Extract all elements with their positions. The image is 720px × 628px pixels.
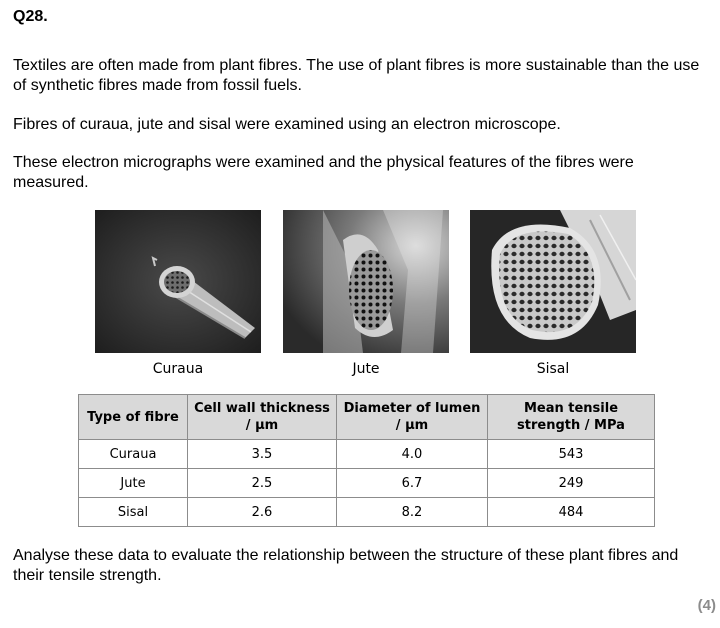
fibre-data-table	[78, 394, 655, 527]
table-row	[79, 498, 655, 527]
intro-paragraph: Textiles are often made from plant fibres. The use of plant fibres is more sustainable than the use of synthetic fibres made from fossil fuels.	[13, 57, 700, 94]
table-header-row	[79, 395, 655, 440]
caption-sisal: Sisal	[536, 361, 570, 377]
method-paragraph: Fibres of curaua, jute and sisal were examined using an electron microscope.	[13, 116, 561, 133]
cell-strength: 249	[488, 469, 655, 498]
cell-type: Sisal	[79, 498, 188, 527]
caption-curaua: Curaua	[152, 361, 204, 377]
sisal-micrograph	[470, 210, 636, 353]
micrograph-figures	[0, 210, 720, 380]
header-type: Type of fibre	[79, 395, 188, 440]
curaua-micrograph	[95, 210, 261, 353]
cell-wall: 2.5	[188, 469, 337, 498]
header-lumen: Diameter of lumen / μm	[337, 395, 488, 440]
header-tensile: Mean tensile strength / MPa	[488, 395, 655, 440]
measurement-paragraph: These electron micrographs were examined and the physical features of the fibres were measured.	[13, 154, 634, 191]
cell-type: Curaua	[79, 440, 188, 469]
cell-wall: 3.5	[188, 440, 337, 469]
question-number: Q28.	[13, 8, 48, 25]
cell-lumen: 8.2	[337, 498, 488, 527]
cell-lumen: 4.0	[337, 440, 488, 469]
cell-strength: 543	[488, 440, 655, 469]
jute-micrograph	[283, 210, 449, 353]
cell-lumen: 6.7	[337, 469, 488, 498]
header-cell-wall: Cell wall thickness / μm	[188, 395, 337, 440]
table-row	[79, 440, 655, 469]
cell-wall: 2.6	[188, 498, 337, 527]
task-paragraph: Analyse these data to evaluate the relationship between the structure of these plant fibres and their tensile strength.	[13, 547, 679, 584]
caption-jute: Jute	[352, 361, 380, 377]
table-row	[79, 469, 655, 498]
cell-strength: 484	[488, 498, 655, 527]
cell-type: Jute	[79, 469, 188, 498]
marks-indicator: (4)	[697, 597, 716, 614]
